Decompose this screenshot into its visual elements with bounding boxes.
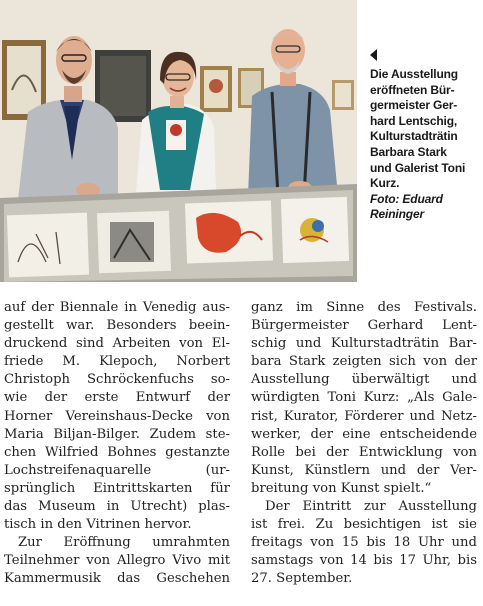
text-line: breitung von Kunst spielt.“ <box>251 480 432 496</box>
article-column-right <box>251 299 477 589</box>
text-line: Maria Biljan-Bilger. Zudem ste- <box>4 426 230 442</box>
exhibition-photo-illustration <box>0 0 357 282</box>
text-line: das Museum in Utrecht) plas- <box>4 499 230 515</box>
text-line: chen Wilfried Bohnes gestanzte <box>4 444 230 460</box>
text-line: bara Stark zeigten sich von der <box>251 354 477 370</box>
text-line: Horner Vereinshaus-Decke von <box>4 408 230 424</box>
caption-line: Die Ausstellung <box>370 67 458 81</box>
text-line: tisch in den Vitrinen hervor. <box>4 517 192 533</box>
text-line: 27. September. <box>251 571 353 587</box>
text-line: wie der erste Entwurf der <box>4 390 230 406</box>
text-line: schig und Kulturstadträtin Bar- <box>251 336 477 352</box>
text-line: samstags von 14 bis 17 Uhr, bis <box>251 553 477 569</box>
text-line: Teilnehmer von Allegro Vivo mit <box>4 553 230 569</box>
text-line: Rolle bei der Entwicklung von <box>251 444 477 460</box>
text-line: Kammermusik das Geschehen <box>4 571 230 587</box>
text-line: Bürgermeister Gerhard Lent- <box>251 318 477 334</box>
text-line: rist, Kurator, Förderer und Netz- <box>251 408 477 424</box>
text-line: auf der Biennale in Venedig aus- <box>4 300 230 315</box>
text-line: Ausstellung überwältigt und <box>251 372 477 388</box>
text-line: sprünglich Eintrittskarten für <box>4 480 230 496</box>
caption-line: Kurz. <box>370 176 400 191</box>
credit-line: Reininger <box>370 207 424 222</box>
paragraph <box>4 534 230 588</box>
article-column-left <box>4 299 230 589</box>
caption-line: germeister Ger- <box>370 98 458 113</box>
text-line: freitags von 15 bis 18 Uhr und <box>251 535 477 551</box>
caption-text <box>370 67 480 192</box>
text-line: friede M. Klepoch, Norbert <box>4 354 230 370</box>
caption-line: hard Lentschig, <box>370 113 458 128</box>
paragraph <box>251 299 477 498</box>
text-line: werker, der eine entscheidende <box>251 426 477 442</box>
text-line: Lochstreifenaquarelle (ur- <box>4 462 230 478</box>
photo-caption <box>370 49 480 223</box>
display-vitrine <box>0 184 357 282</box>
caption-line: eröffneten Bür- <box>370 82 455 97</box>
text-line: gestellt war. Besonders beein- <box>4 318 230 334</box>
article-photo <box>0 0 357 282</box>
text-line: ist frei. Zu besichtigen ist sie <box>251 517 477 533</box>
text-line: Der Eintritt zur Ausstellung <box>265 499 477 515</box>
caption-line: Kulturstadträtin <box>370 129 458 144</box>
text-line: ganz im Sinne des Festivals. <box>251 300 477 315</box>
caption-arrow-icon <box>370 49 377 61</box>
text-line: Zur Eröffnung umrahmten <box>18 535 230 551</box>
photo-credit <box>370 192 480 223</box>
text-line: Christoph Schröckenfuchs so- <box>4 372 230 388</box>
paragraph <box>251 498 477 588</box>
caption-line: und Galerist Toni <box>370 160 466 175</box>
text-line: würdigten Toni Kurz: „Als Gale- <box>251 390 477 406</box>
text-line: druckend sind Arbeiten von El- <box>4 336 230 352</box>
caption-line: Barbara Stark <box>370 144 447 159</box>
paragraph <box>4 299 230 534</box>
credit-line: Foto: Eduard <box>370 191 443 206</box>
text-line: Kunst, Künstlern und der Ver- <box>251 462 477 478</box>
